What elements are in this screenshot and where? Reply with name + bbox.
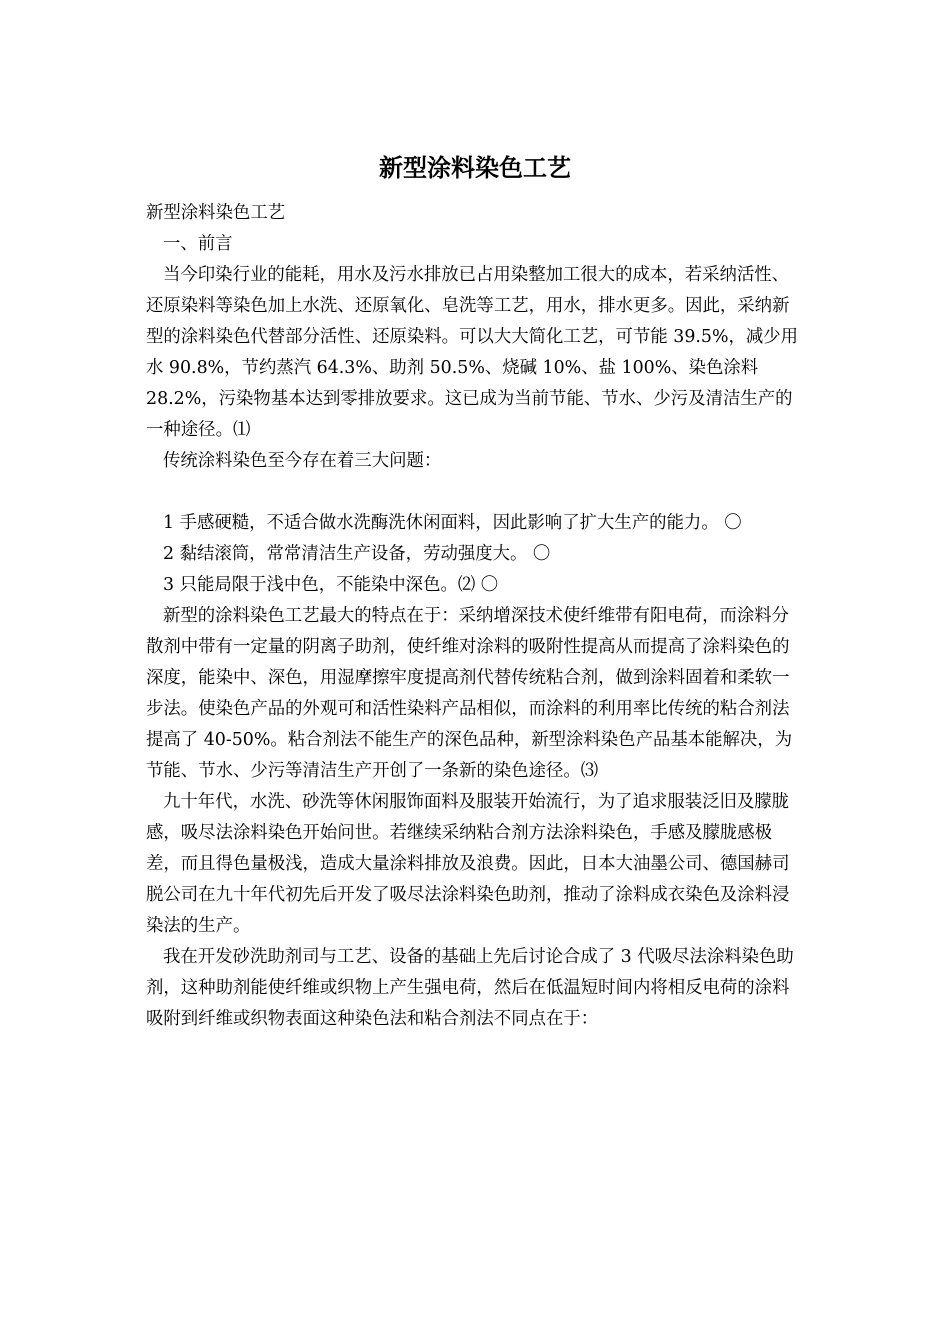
problem-item-2: 2 黏结滚筒，常常清洁生产设备，劳动强度大。 〇 — [163, 544, 551, 564]
document-body — [146, 198, 806, 1035]
section-heading-intro: 一、前言 — [163, 234, 233, 254]
document-title: 新型涂料染色工艺 — [379, 153, 571, 182]
paragraph-new-process: 新型的涂料染色工艺最大的特点在于：采纳增深技术使纤维带有阳电荷，而涂料分散剂中带有一定量的阴离子助剂，使纤维对涂料的吸附性提高从而提高了涂料染色的深度，能染中、深色，用湿摩擦牢度提高剂代替传统粘合剂，做到涂料固着和柔软一步法。使染色产品的外观可和活性染料产品相似，而涂料的利用率比传统的粘合剂法提高了 40-50%。粘合剂法不能生产的深色品种，新型涂料染色产品基本能解决，为节能、节水、少污等清洁生产开创了一条新的染色途径。⑶ — [146, 606, 793, 781]
paragraph-nineties: 九十年代，水洗、砂洗等休闲服饰面料及服装开始流行，为了追求服装泛旧及朦胧感，吸尽法涂料染色开始问世。若继续采纳粘合剂方法涂料染色，手感及朦胧感极差，而且得色量极浅，造成大量涂料排放及浪费。因此，日本大油墨公司、德国赫司脱公司在九十年代初先后开发了吸尽法涂料染色助剂，推动了涂料成衣染色及涂料浸染法的生产。 — [146, 792, 790, 936]
paragraph-intro: 当今印染行业的能耗，用水及污水排放已占用染整加工很大的成本，若采纳活性、还原染料等染色加上水洗、还原氧化、皂洗等工艺，用水，排水更多。因此，采纳新型的涂料染色代替部分活性、还原染料。可以大大简化工艺，可节能 39.5%，减少用水 90.8%，节约蒸汽 64.3%、助剂 50.5%、烧碱 10%、盐 100%、染色涂料 28.2%，污染物基本达到零排放要求。这已成为当前节能、节水、少污及清洁生产的一种途径。⑴ — [146, 265, 799, 440]
blank-line — [146, 477, 806, 508]
problem-item-3: 3 只能局限于浅中色，不能染中深色。⑵ 〇 — [163, 575, 499, 595]
problem-item-1: 1 手感硬糙，不适合做水洗酶洗休闲面料，因此影响了扩大生产的能力。 〇 — [163, 513, 742, 533]
paragraph-problems-lead: 传统涂料染色至今存在着三大问题： — [163, 451, 442, 471]
document-subtitle: 新型涂料染色工艺 — [146, 203, 286, 223]
paragraph-development: 我在开发砂洗助剂司与工艺、设备的基础上先后讨论合成了 3 代吸尽法涂料染色助剂，这种助剂能使纤维或织物上产生强电荷，然后在低温短时间内将相反电荷的涂料吸附到纤维或织物表面这种染色法和粘合剂法不同点在于： — [146, 947, 794, 1029]
